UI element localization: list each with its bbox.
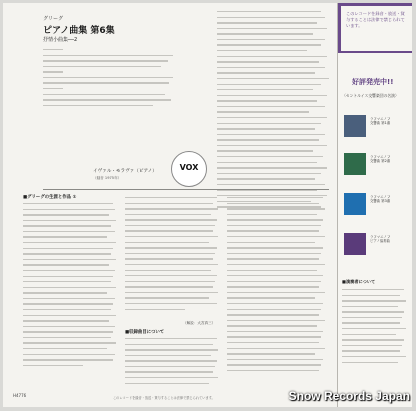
sidebar-stripe-mid: [338, 51, 412, 53]
sidebar-notes: [342, 289, 408, 367]
album-cover-2[interactable]: [344, 153, 366, 175]
section-heading-works: ■収録曲目について: [125, 330, 165, 335]
vox-logo-text: VOX: [179, 163, 199, 172]
performer-note: （録音 1975年）: [93, 176, 122, 180]
album-cover-1[interactable]: [344, 115, 366, 137]
sidebar-stripe-left: [338, 3, 341, 51]
page-subtitle: 抒情小曲集──2: [43, 37, 78, 43]
section-heading-intro: ■グリーグの生涯と作品 ①: [23, 195, 77, 200]
performer-name: イヴァル・モラヴァ（ピアノ）: [93, 169, 157, 174]
album-title: ラフマニノフ: [370, 155, 391, 159]
liner-notes-sheet: [3, 3, 411, 407]
album-cover-3[interactable]: [344, 193, 366, 215]
popular-heading: 好評発売中!!: [352, 78, 394, 86]
credit-line: （解説：大宮真三）: [183, 321, 216, 325]
album-cover-4[interactable]: [344, 233, 366, 255]
album-title: ラフマニノフ: [370, 235, 391, 239]
page-title: ピアノ曲集 第6集: [43, 26, 115, 36]
album-label-2: [370, 155, 400, 163]
album-label-3: [370, 195, 400, 203]
series-heading: 〈セントルイス交響楽団の名演〉: [342, 93, 399, 98]
catalog-code: H4776: [13, 393, 27, 398]
sidebar-stripe-top: [338, 3, 412, 6]
vox-logo: [171, 151, 207, 187]
sidebar-section-performer: ■演奏者について: [342, 279, 376, 284]
track-listing: [43, 49, 183, 110]
composer-label: グリーグ: [43, 16, 64, 22]
album-title: ラフマニノフ: [370, 117, 391, 121]
notes-works: [125, 338, 220, 388]
notes-upper-right: [217, 11, 329, 212]
album-sub: ピアノ協奏曲: [370, 239, 391, 244]
album-sub: 交響曲 第3番: [370, 199, 391, 204]
footer-notice: このレコードを録音・放送・貸与することは法律で禁じられています。: [113, 396, 215, 400]
notes-lower-left: [23, 203, 118, 370]
sidebar-notice: このレコードを録音・放送・貸与することは法律で禁じられています。: [346, 11, 405, 28]
notes-lower-right: [227, 197, 327, 376]
album-title: ラフマニノフ: [370, 195, 391, 199]
album-sub: 交響曲 第2番: [370, 159, 391, 164]
notes-lower-middle: [125, 197, 220, 314]
album-label-4: [370, 235, 400, 243]
album-label-1: [370, 117, 400, 125]
watermark: Snow Records Japan: [288, 389, 410, 403]
album-sub: 交響曲 第1番: [370, 121, 391, 126]
section-divider: [43, 189, 329, 190]
sidebar: [337, 3, 412, 407]
